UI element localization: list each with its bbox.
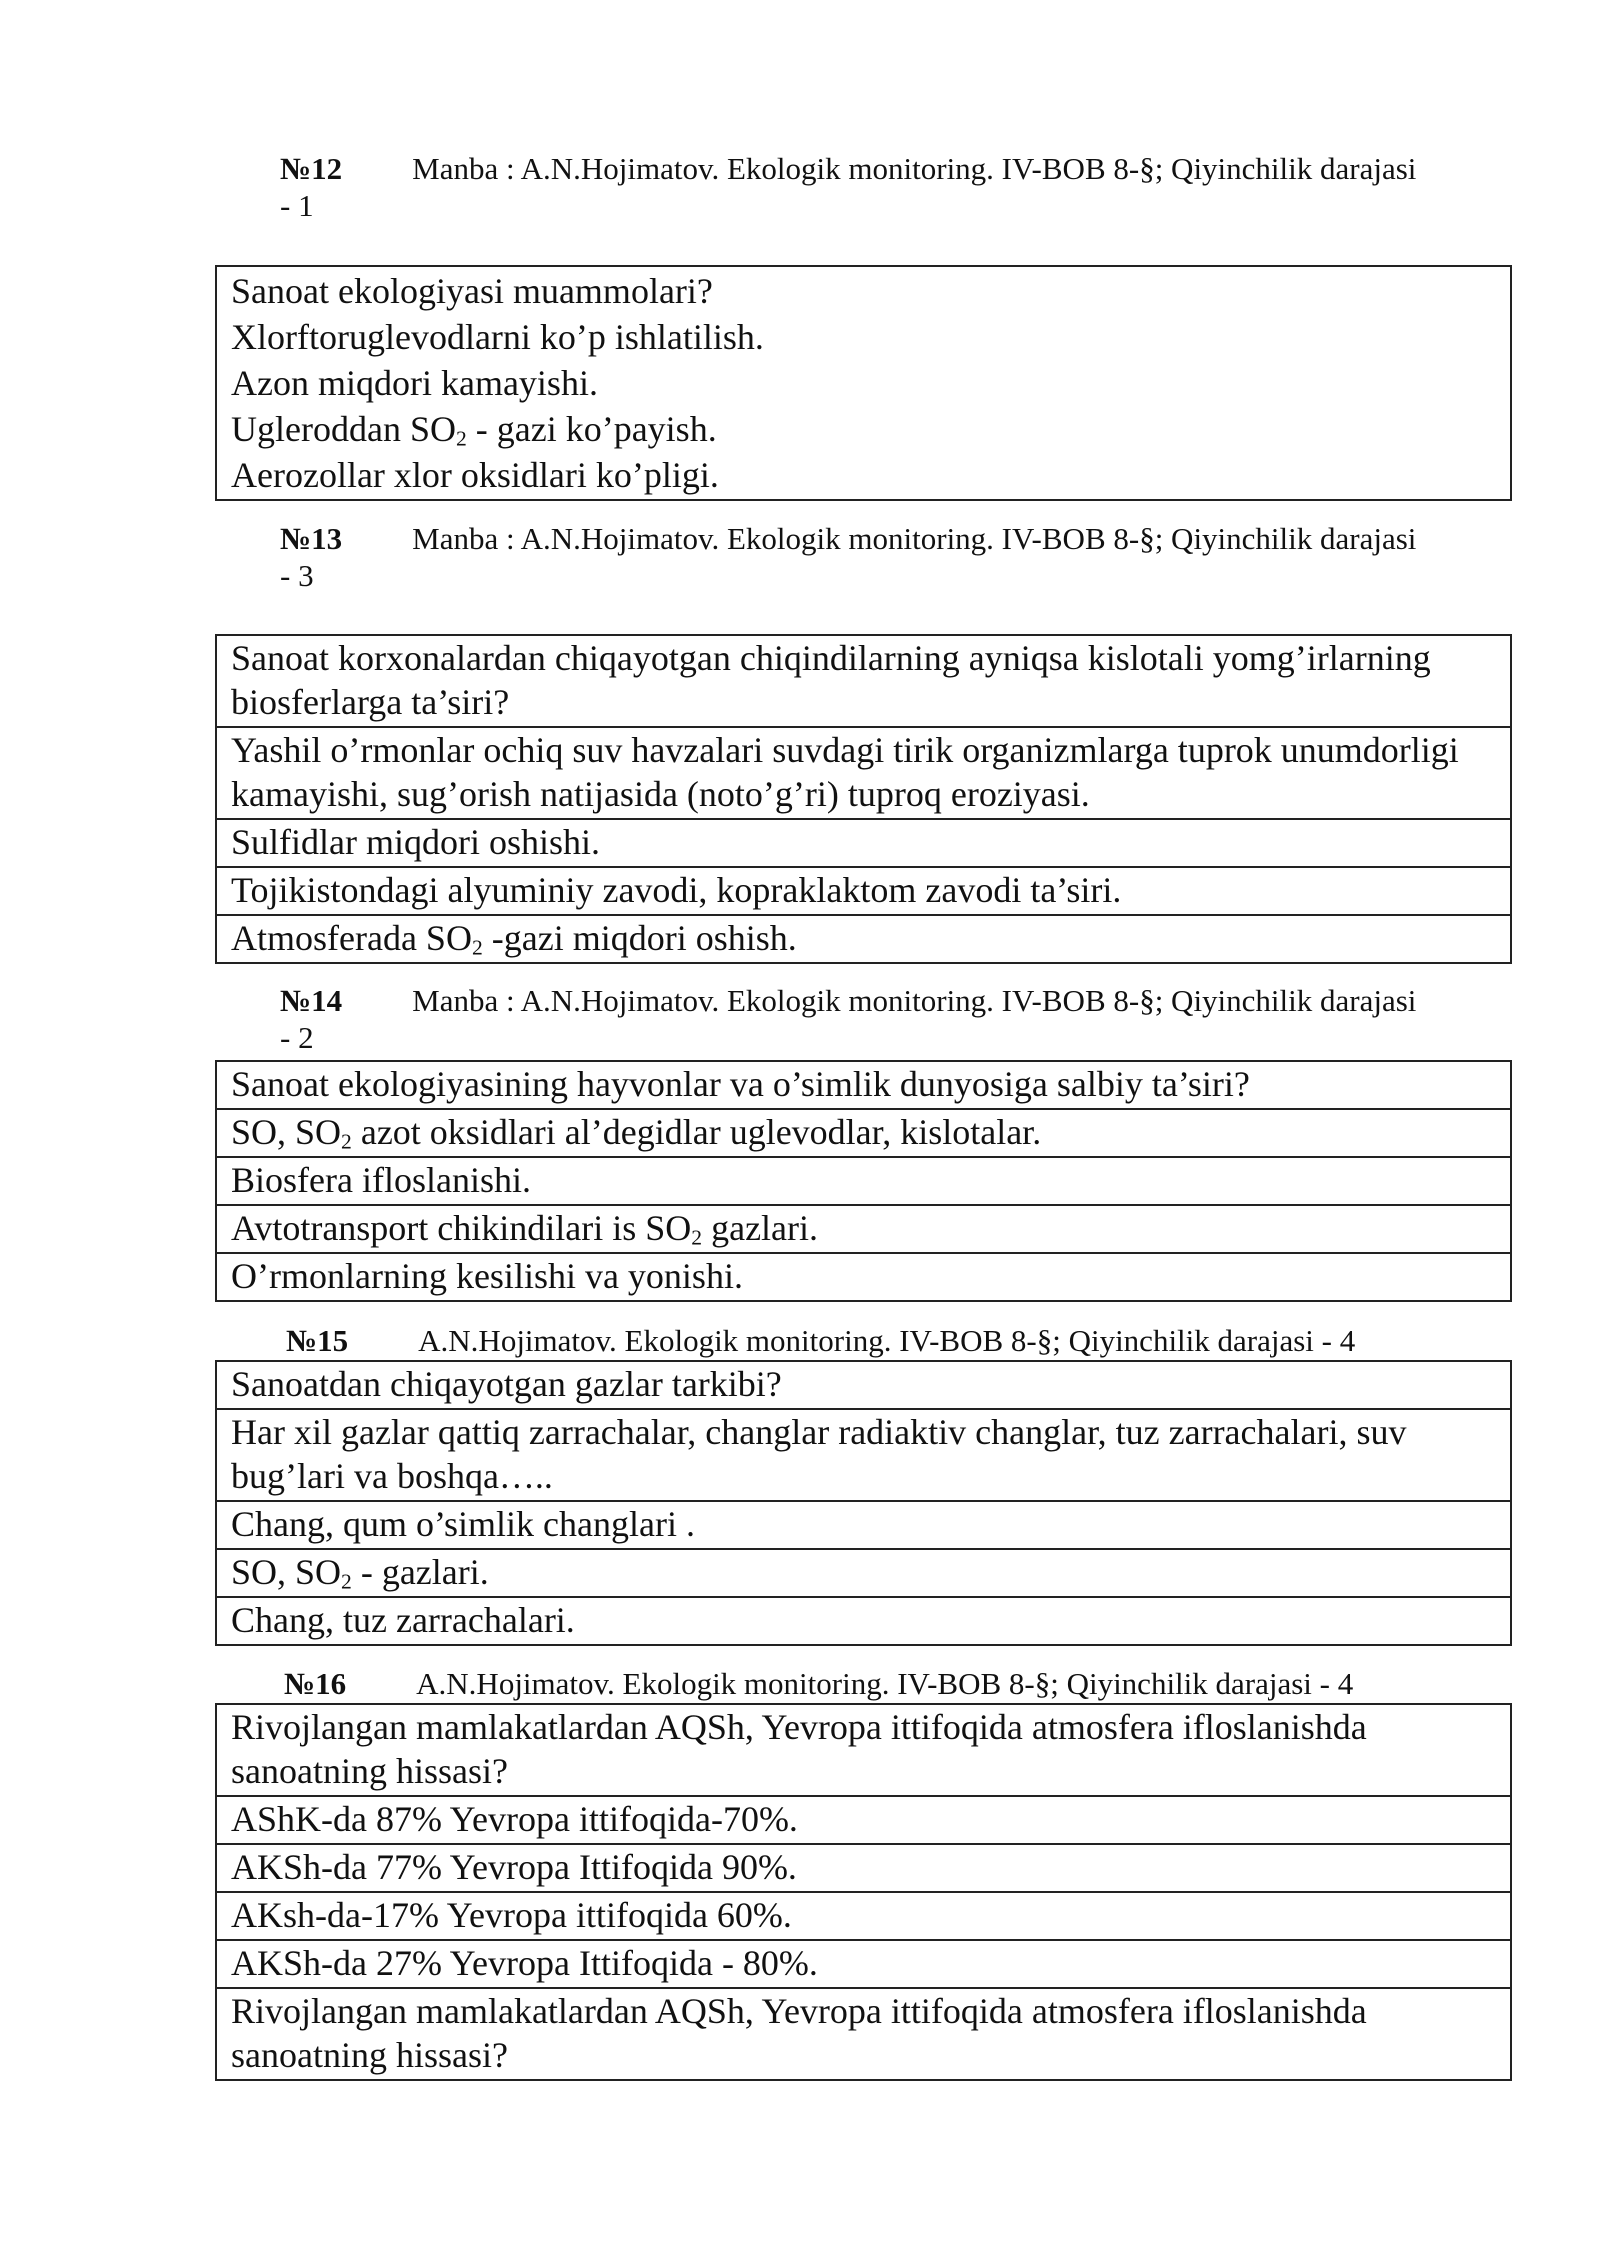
answer-option: Aerozollar xlor oksidlari ko’pligi. xyxy=(216,453,1511,500)
question-table xyxy=(215,1360,1512,1646)
question-table xyxy=(215,1060,1512,1302)
question-number: №15 xyxy=(286,1323,349,1358)
question-table xyxy=(215,1703,1512,2081)
answer-option: Atmosferada SO2 -gazi miqdori oshish. xyxy=(216,915,1511,963)
source-line: Manba : A.N.Hojimatov. Ekologik monitoring. IV-BOB 8-§; Qiyinchilik darajasi - 3 xyxy=(280,521,1417,593)
question-header xyxy=(280,982,1420,1056)
subscript-two: 2 xyxy=(455,426,467,451)
answer-option: AKsh-da-17% Yevropa ittifoqida 60%. xyxy=(216,1892,1511,1940)
question-header xyxy=(280,150,1420,224)
question-header xyxy=(286,1322,1426,1359)
subscript-two: 2 xyxy=(341,1129,352,1154)
question-number: №16 xyxy=(284,1666,347,1701)
subscript-two: 2 xyxy=(471,935,483,960)
subscript-two: 2 xyxy=(691,1225,703,1250)
question-text: Rivojlangan mamlakatlardan AQSh, Yevropa ittifoqida atmosfera ifloslanishda sanoatning hissasi? xyxy=(216,1704,1511,1796)
answer-option: AKSh-da 77% Yevropa Ittifoqida 90%. xyxy=(216,1844,1511,1892)
answer-option: AShK-da 87% Yevropa ittifoqida-70%. xyxy=(216,1796,1511,1844)
answer-option: Xlorftoruglevodlarni ko’p ishlatilish. xyxy=(216,315,1511,361)
source-line: Manba : A.N.Hojimatov. Ekologik monitoring. IV-BOB 8-§; Qiyinchilik darajasi - 1 xyxy=(280,151,1417,223)
answer-option: SO, SO2 - gazlari. xyxy=(216,1549,1511,1597)
question-text: Sanoat korxonalardan chiqayotgan chiqindilarning ayniqsa kislotali yomg’irlarning biosferlarga ta’siri? xyxy=(216,635,1511,727)
question-text: Sanoatdan chiqayotgan gazlar tarkibi? xyxy=(216,1361,1511,1409)
answer-option: Rivojlangan mamlakatlardan AQSh, Yevropa ittifoqida atmosfera ifloslanishda sanoatning hissasi? xyxy=(216,1988,1511,2080)
answer-option: Ugleroddan SO2 - gazi ko’payish. xyxy=(216,407,1511,453)
answer-option: AKSh-da 27% Yevropa Ittifoqida - 80%. xyxy=(216,1940,1511,1988)
answer-option: Tojikistondagi alyuminiy zavodi, kopraklaktom zavodi ta’siri. xyxy=(216,867,1511,915)
answer-option: Azon miqdori kamayishi. xyxy=(216,361,1511,407)
question-text: Sanoat ekologiyasi muammolari? xyxy=(216,266,1511,315)
answer-option: Chang, tuz zarrachalari. xyxy=(216,1597,1511,1645)
question-number: №14 xyxy=(280,983,343,1018)
answer-option: Avtotransport chikindilari is SO2 gazlari. xyxy=(216,1205,1511,1253)
answer-option: Biosfera ifloslanishi. xyxy=(216,1157,1511,1205)
question-header xyxy=(284,1665,1424,1702)
answer-option: Har xil gazlar qattiq zarrachalar, changlar radiaktiv changlar, tuz zarrachalari, suv bug’lari va boshqa….. xyxy=(216,1409,1511,1501)
answer-option: Yashil o’rmonlar ochiq suv havzalari suvdagi tirik organizmlarga tuprok unumdorligi kamayishi, sug’orish natijasida (noto’g’ri) tuproq eroziyasi. xyxy=(216,727,1511,819)
question-text: Sanoat ekologiyasining hayvonlar va o’simlik dunyosiga salbiy ta’siri? xyxy=(216,1061,1511,1109)
answer-option: SO, SO2 azot oksidlari al’degidlar uglevodlar, kislotalar. xyxy=(216,1109,1511,1157)
source-line: Manba : A.N.Hojimatov. Ekologik monitoring. IV-BOB 8-§; Qiyinchilik darajasi - 2 xyxy=(280,983,1417,1055)
question-table xyxy=(215,634,1512,964)
question-number: №13 xyxy=(280,521,343,556)
answer-option: Sulfidlar miqdori oshishi. xyxy=(216,819,1511,867)
answer-option: Chang, qum o’simlik changlari . xyxy=(216,1501,1511,1549)
source-line: A.N.Hojimatov. Ekologik monitoring. IV-BOB 8-§; Qiyinchilik darajasi - 4 xyxy=(416,1666,1354,1701)
question-table xyxy=(215,265,1512,501)
source-line: A.N.Hojimatov. Ekologik monitoring. IV-BOB 8-§; Qiyinchilik darajasi - 4 xyxy=(418,1323,1356,1358)
question-header xyxy=(280,520,1420,594)
answer-option: O’rmonlarning kesilishi va yonishi. xyxy=(216,1253,1511,1301)
question-number: №12 xyxy=(280,151,343,186)
subscript-two: 2 xyxy=(341,1569,352,1594)
